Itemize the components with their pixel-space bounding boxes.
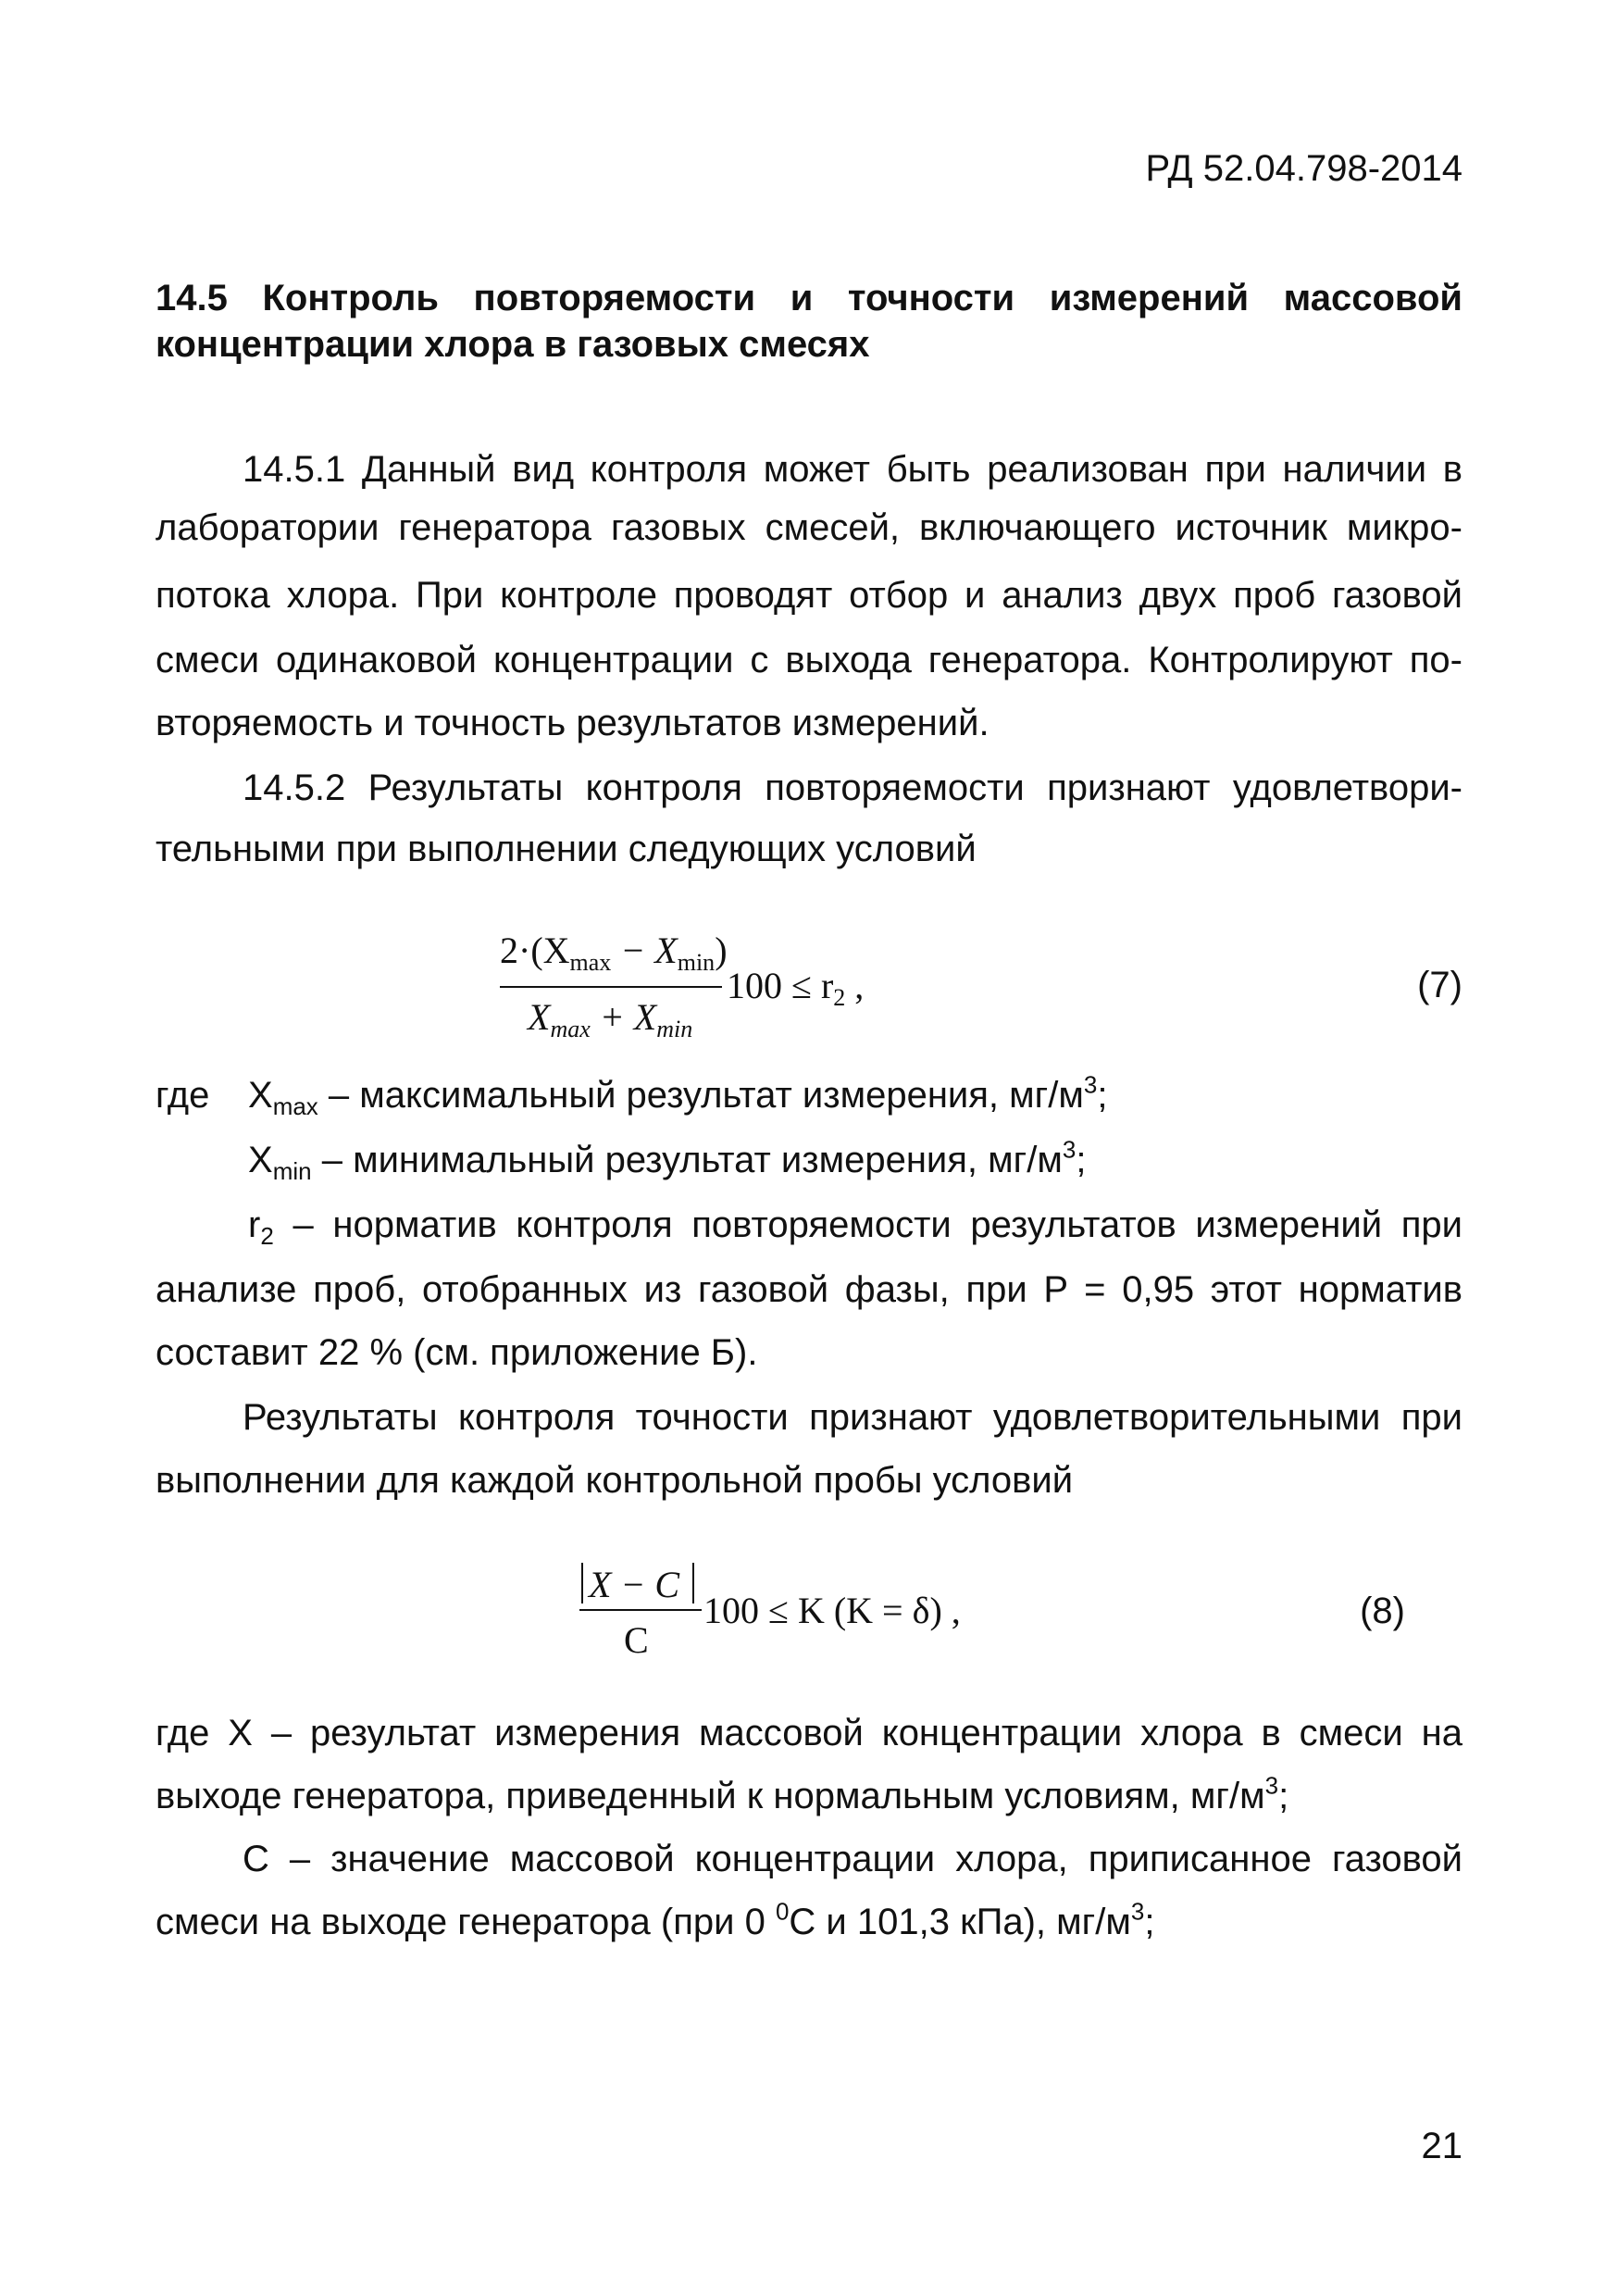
section-title-line-2: концентрации хлора в газовых смесях xyxy=(156,324,870,365)
formula-8-numerator: X − C xyxy=(589,1564,680,1605)
paragraph-1-line-5: вторяемость и точность результатов измерений. xyxy=(156,703,989,743)
paragraph-1-line-1: 14.5.1 Данный вид контроля может быть реализован при наличии в xyxy=(243,449,1462,490)
formula-8-abs-bar-left xyxy=(581,1563,583,1603)
paragraph-3-line-2: выполнении для каждой контрольной пробы условий xyxy=(156,1460,1074,1501)
r2-definition-line-3: составит 22 % (см. приложение Б). xyxy=(156,1332,758,1373)
paragraph-1-line-3: потока хлора. При контроле проводят отбор и анализ двух проб газовой xyxy=(156,575,1462,616)
formula-8-abs-bar-right xyxy=(692,1563,694,1603)
formula-7-numerator: $2\cdot(X_{max} - X_{min})$ xyxy=(500,930,728,976)
formula-8 xyxy=(574,1555,1037,1676)
paragraph-1-line-2: лаборатории генератора газовых смесей, включающего источник микро- xyxy=(156,507,1462,548)
formula-7-rhs: $100 \le r_2$ , xyxy=(727,965,865,1011)
x-definition-line-1: где X – результат измерения массовой концентрации хлора в смеси на xyxy=(156,1713,1462,1753)
paragraph-3-line-1: Результаты контроля точности признают удовлетворительными при xyxy=(243,1397,1462,1438)
xmin-definition: $X_{min}$ – минимальный результат измерения, $мг/м^3$; xyxy=(248,1135,1087,1185)
formula-7 xyxy=(500,921,981,1060)
r2-definition-line-2: анализе проб, отобранных из газовой фазы, при P = 0,95 этот норматив xyxy=(156,1269,1462,1310)
formula-7-denominator: $X_{max} + X_{min}$ xyxy=(528,996,693,1042)
xmax-definition: $X_{max}$ – максимальный результат измерения, $мг/м^3$; xyxy=(248,1070,1108,1120)
c-definition-line-2: смеси на выходе генератора (при 0 $^0$C и 101,3 кПа), $мг/м^3$; xyxy=(156,1897,1155,1942)
formula-7-number: (7) xyxy=(1417,965,1462,1005)
formula-8-rhs: 100 ≤ K (K = δ) , xyxy=(703,1590,961,1631)
document-code: РД 52.04.798-2014 xyxy=(1145,148,1462,189)
formula-8-denominator: C xyxy=(624,1619,649,1661)
section-title-line-1: 14.5 Контроль повторяемости и точности измерений массовой xyxy=(156,278,1462,318)
page-number: 21 xyxy=(1421,2126,1462,2166)
formula-7-fraction-bar xyxy=(500,986,722,988)
formula-8-number: (8) xyxy=(1360,1591,1405,1631)
paragraph-2-line-1: 14.5.2 Результаты контроля повторяемости признают удовлетвори- xyxy=(243,767,1462,808)
paragraph-1-line-4: смеси одинаковой концентрации с выхода генератора. Контролируют по- xyxy=(156,640,1462,680)
c-definition-line-1: C – значение массовой концентрации хлора, приписанное газовой xyxy=(243,1839,1462,1879)
formula-8-fraction-bar xyxy=(579,1609,702,1611)
paragraph-2-line-2: тельными при выполнении следующих условий xyxy=(156,829,977,869)
r2-definition-line-1: $r_2$ – норматив контроля повторяемости результатов измерений при xyxy=(248,1204,1462,1250)
x-definition-line-2: выходе генератора, приведенный к нормальным условиям, $мг/м^3$; xyxy=(156,1771,1289,1816)
where-label: где xyxy=(156,1075,210,1116)
